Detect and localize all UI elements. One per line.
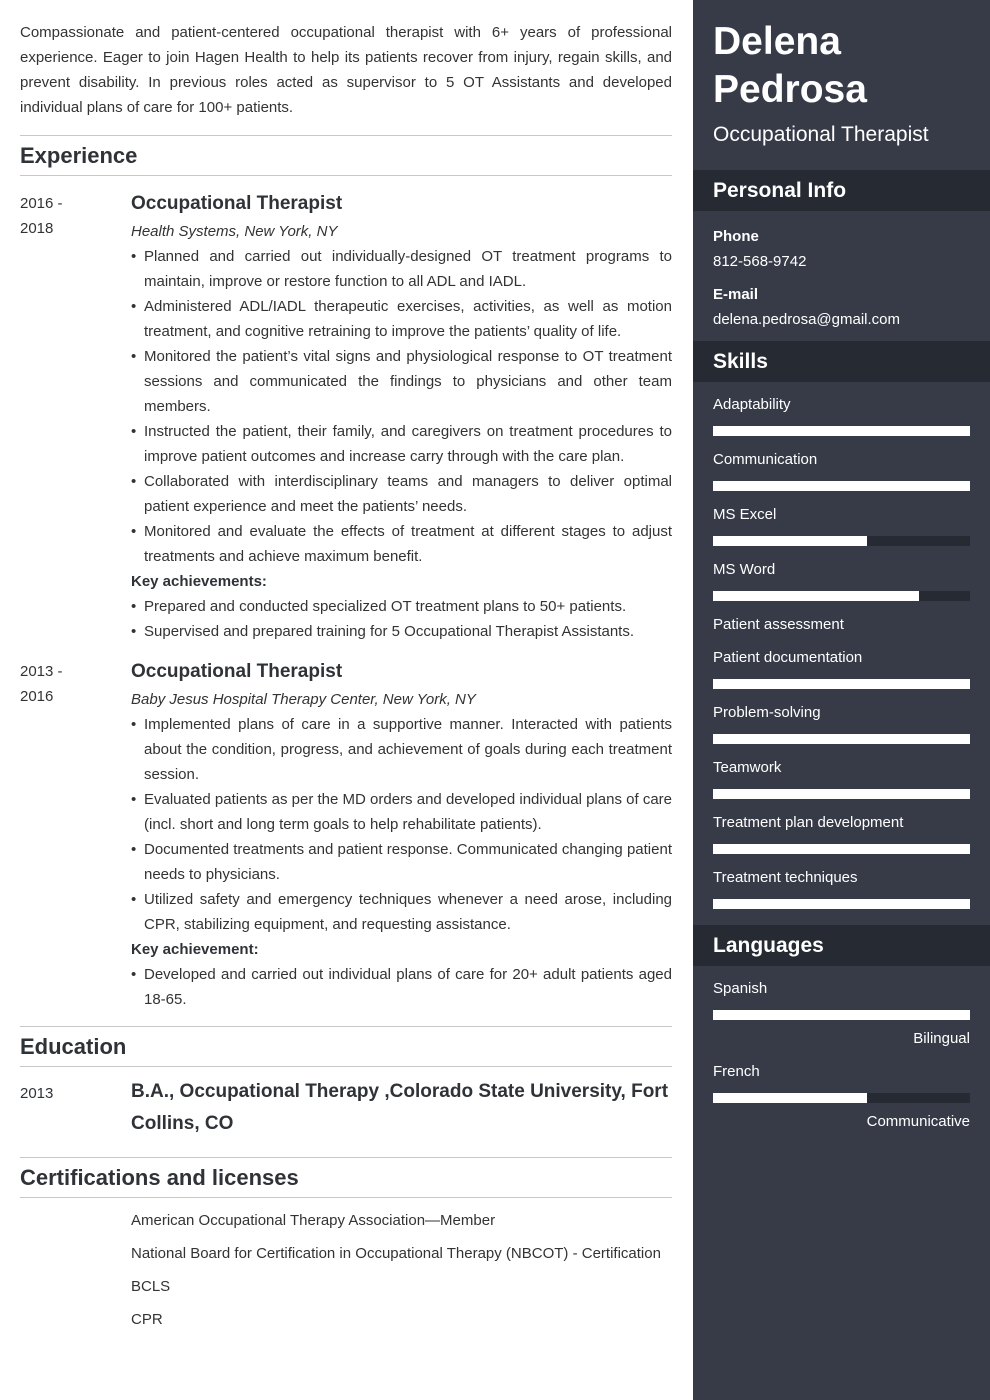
phone-label: Phone	[713, 228, 759, 245]
languages-list	[693, 966, 990, 1132]
skill-name: Patient documentation	[713, 649, 863, 666]
skills-list	[693, 382, 990, 909]
language-name: French	[713, 1063, 760, 1080]
experience-list	[20, 190, 672, 1012]
key-achievements-label: Key achievements:	[131, 573, 267, 590]
job-date	[20, 658, 131, 1012]
candidate-role: Occupational Therapist	[713, 123, 929, 146]
skill-item	[713, 505, 970, 546]
job-date-end: 2016	[20, 688, 54, 705]
skill-item	[713, 615, 970, 635]
job-title: Occupational Therapist	[131, 193, 343, 214]
job-entry	[20, 190, 672, 644]
skill-name: Treatment plan development	[713, 814, 904, 831]
language-name: Spanish	[713, 980, 768, 997]
achievement-item: • Prepared and conducted specialized OT treatment plans to 50+ patients.	[131, 594, 672, 619]
job-date	[20, 190, 131, 644]
duty-item: • Documented treatments and patient response. Communicated changing patient needs to physicians.	[131, 837, 672, 887]
language-level-label: Communicative	[866, 1113, 970, 1130]
job-entry	[20, 658, 672, 1012]
resume-sidebar	[693, 0, 990, 1400]
education-entry	[20, 1080, 672, 1140]
language-item	[713, 979, 970, 1049]
skill-item	[713, 758, 970, 799]
skill-name: Treatment techniques	[713, 869, 858, 886]
job-duties	[131, 244, 672, 569]
summary: Compassionate and patient-centered occupational therapist with 6+ years of professional experience. Eager to join Hagen Health to help its patients recover from injury, regain skills, and prevent disability. In previous roles acted as supervisor to 5 OT Assistants and developed individual plans of care for 100+ patients.	[20, 24, 672, 116]
skill-item	[713, 648, 970, 689]
job-date-start: 2013 -	[20, 663, 63, 680]
skill-level-bar	[713, 899, 970, 909]
job-achievements	[131, 962, 672, 1012]
duty-item: • Administered ADL/IADL therapeutic exercises, activities, as well as motion treatment, and cognitive retraining to improve the patients’ quality of life.	[131, 294, 672, 344]
skill-level-fill	[713, 591, 919, 601]
language-level-bar	[713, 1010, 970, 1020]
language-level-fill	[713, 1093, 867, 1103]
skills-heading: Skills	[693, 341, 990, 382]
skill-name: Teamwork	[713, 759, 782, 776]
certification-item: CPR	[131, 1311, 163, 1328]
duty-item: • Utilized safety and emergency techniques whenever a need arose, including CPR, stabilizing equipment, and requesting assistance.	[131, 887, 672, 937]
skill-level-bar	[713, 789, 970, 799]
skill-level-bar	[713, 426, 970, 436]
skill-item	[713, 450, 970, 491]
skill-name: Problem-solving	[713, 704, 821, 721]
skill-item	[713, 813, 970, 854]
certification-item: National Board for Certification in Occupational Therapy (NBCOT) - Certification	[131, 1245, 661, 1262]
job-duties	[131, 712, 672, 937]
experience-heading: Experience	[20, 135, 672, 176]
skill-level-bar	[713, 844, 970, 854]
duty-item: • Instructed the patient, their family, and caregivers on treatment procedures to improve patient outcomes and increase carry through with the care plan.	[131, 419, 672, 469]
skill-level-fill	[713, 481, 970, 491]
language-level-label: Bilingual	[913, 1030, 970, 1047]
skill-name: Adaptability	[713, 396, 791, 413]
skill-level-fill	[713, 789, 970, 799]
duty-item: • Planned and carried out individually-designed OT treatment programs to maintain, improve or restore function to all ADL and IADL.	[131, 244, 672, 294]
skill-name: Patient assessment	[713, 616, 844, 633]
certifications-list	[131, 1208, 672, 1332]
job-company: Baby Jesus Hospital Therapy Center, New York, NY	[131, 691, 476, 708]
job-body	[131, 190, 672, 644]
certifications-heading: Certifications and licenses	[20, 1157, 672, 1198]
job-company: Health Systems, New York, NY	[131, 223, 338, 240]
job-body	[131, 658, 672, 1012]
last-name: Pedrosa	[713, 68, 867, 111]
skill-item	[713, 868, 970, 909]
duty-item: • Monitored and evaluate the effects of treatment at different stages to adjust treatments and achieve maximum benefit.	[131, 519, 672, 569]
personal-info	[693, 211, 990, 332]
job-date-start: 2016 -	[20, 195, 63, 212]
language-level-bar	[713, 1093, 970, 1103]
skill-level-fill	[713, 899, 970, 909]
languages-heading: Languages	[693, 925, 990, 966]
duty-item: • Evaluated patients as per the MD orders and developed individual plans of care (incl. short and long term goals to help rehabilitate patients).	[131, 787, 672, 837]
duty-item: • Collaborated with interdisciplinary teams and managers to deliver optimal patient experience and meet the patients’ needs.	[131, 469, 672, 519]
skill-level-bar	[713, 481, 970, 491]
education-heading: Education	[20, 1026, 672, 1067]
skill-level-fill	[713, 679, 970, 689]
duty-item: • Monitored the patient’s vital signs and physiological response to OT treatment sessions and communicated the findings to physicians and other team members.	[131, 344, 672, 419]
language-item	[713, 1062, 970, 1132]
skill-item	[713, 703, 970, 744]
resume-main	[20, 20, 672, 1340]
skill-level-bar	[713, 591, 970, 601]
skill-name: Communication	[713, 451, 818, 468]
skill-level-fill	[713, 536, 867, 546]
skill-level-bar	[713, 679, 970, 689]
education-degree: B.A., Occupational Therapy ,Colorado State University, Fort Collins, CO	[131, 1081, 669, 1134]
skill-level-bar	[713, 734, 970, 744]
skill-level-fill	[713, 844, 970, 854]
skill-name: MS Excel	[713, 506, 777, 523]
email-label: E-mail	[713, 286, 759, 303]
job-title: Occupational Therapist	[131, 661, 343, 682]
phone-value[interactable]: 812-568-9742	[713, 253, 807, 270]
skill-level-bar	[713, 536, 970, 546]
certification-item: BCLS	[131, 1278, 171, 1295]
achievement-item: • Supervised and prepared training for 5 Occupational Therapist Assistants.	[131, 619, 672, 644]
skill-level-fill	[713, 426, 970, 436]
personal-info-heading: Personal Info	[693, 170, 990, 211]
skill-item	[713, 560, 970, 601]
candidate-name	[693, 0, 990, 114]
certification-item: American Occupational Therapy Association—Member	[131, 1212, 496, 1229]
skill-item	[713, 395, 970, 436]
key-achievements-label: Key achievement:	[131, 941, 259, 958]
achievement-item: • Developed and carried out individual plans of care for 20+ adult patients aged 18-65.	[131, 962, 672, 1012]
education-year: 2013	[20, 1085, 54, 1102]
skill-name: MS Word	[713, 561, 776, 578]
job-date-end: 2018	[20, 220, 54, 237]
first-name: Delena	[713, 20, 841, 63]
language-level-fill	[713, 1010, 970, 1020]
skill-level-fill	[713, 734, 970, 744]
duty-item: • Implemented plans of care in a supportive manner. Interacted with patients about the condition, progress, and achievement of goals during each treatment session.	[131, 712, 672, 787]
email-value[interactable]: delena.pedrosa@gmail.com	[713, 311, 900, 328]
job-achievements	[131, 594, 672, 644]
